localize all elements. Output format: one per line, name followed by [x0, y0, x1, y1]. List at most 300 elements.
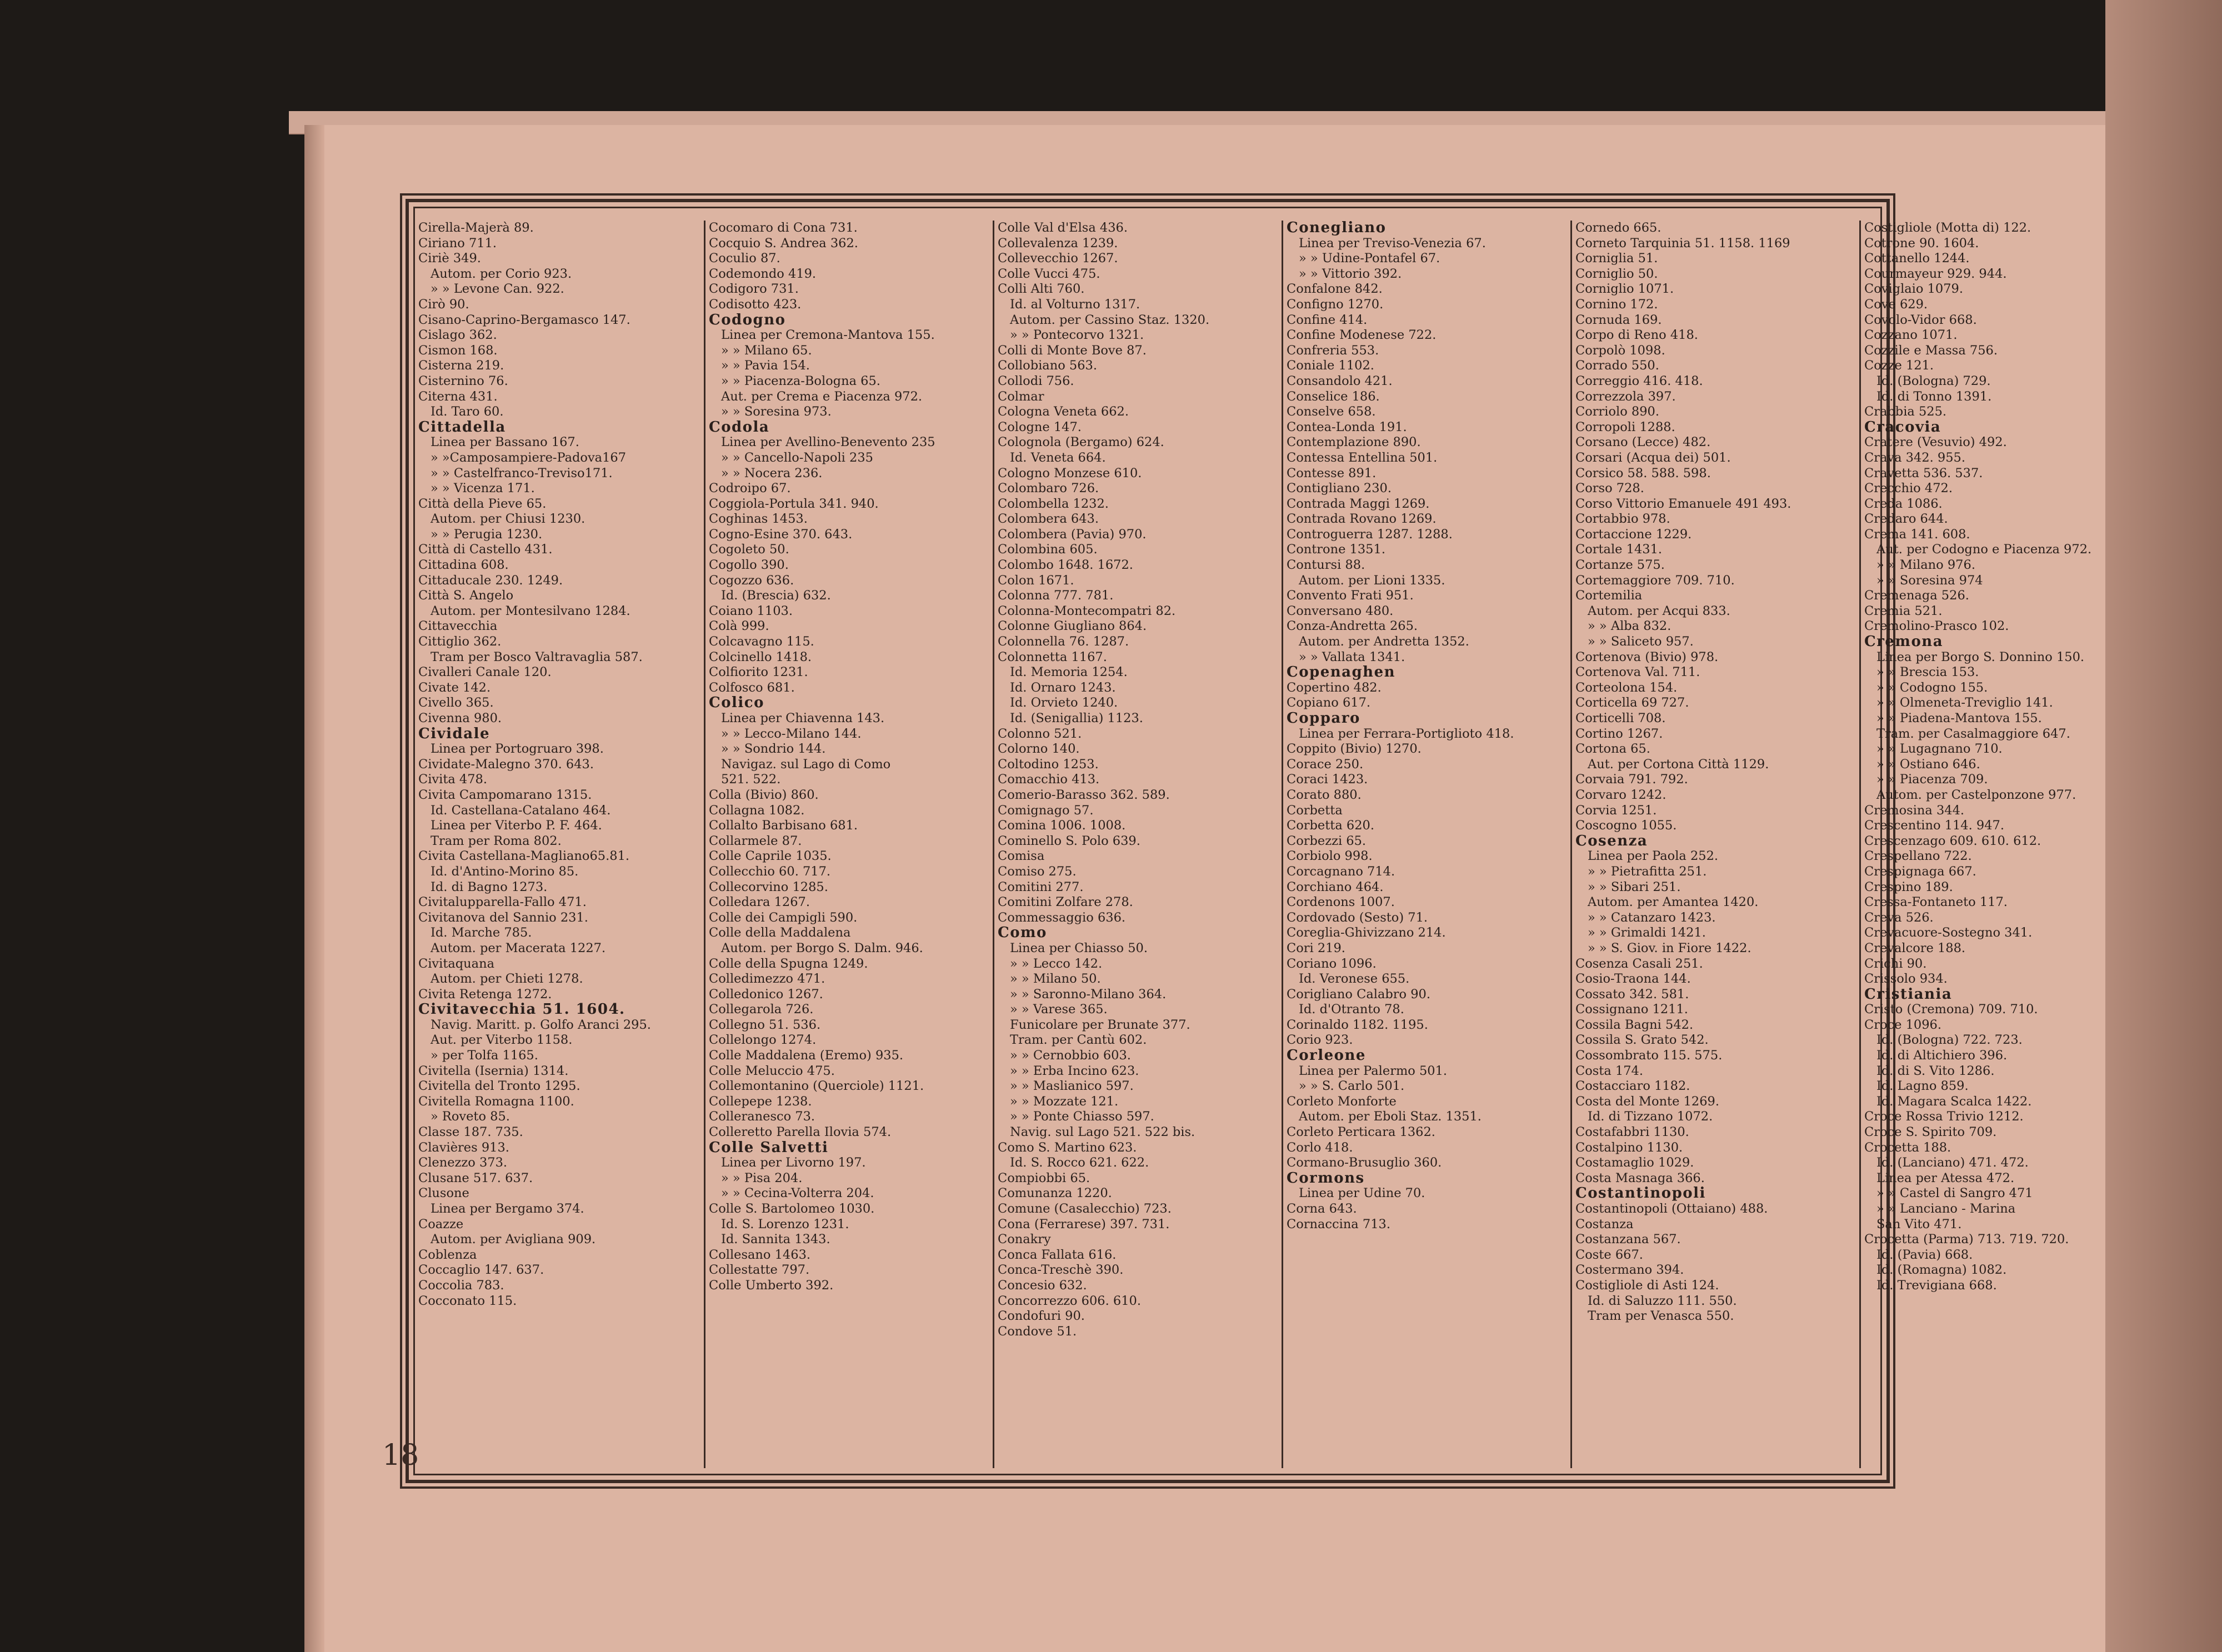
index-entry: » » Mozzate 121.: [1010, 1094, 1119, 1109]
index-entry: » » Cernobbio 603.: [1010, 1048, 1131, 1063]
index-entry: Costa 174.: [1575, 1063, 1644, 1078]
index-entry: Corio 923.: [1287, 1033, 1353, 1048]
index-entry: Autom. per Borgo S. Dalm. 946.: [721, 940, 923, 955]
index-entry: Condofuri 90.: [998, 1309, 1085, 1324]
index-entry: Colombera 643.: [998, 512, 1099, 527]
index-entry: Corcagnano 714.: [1287, 864, 1395, 879]
index-entry: Autom. per Lioni 1335.: [1299, 573, 1445, 588]
index-entry: Contesse 891.: [1287, 465, 1377, 480]
index-entry: Crava 342. 955.: [1864, 450, 1966, 465]
index-entry: Coriano 1096.: [1287, 956, 1377, 971]
index-entry: Cittadina 608.: [418, 558, 509, 573]
index-entry: Corleto Monforte: [1287, 1094, 1397, 1109]
index-entry: Coviglaio 1079.: [1864, 282, 1963, 297]
index-entry: Cottanello 1244.: [1864, 251, 1970, 266]
index-entry: Collalto Barbisano 681.: [709, 818, 858, 833]
index-entry: Colledimezzo 471.: [709, 972, 825, 987]
index-entry: Id. di Saluzzo 111. 550.: [1588, 1293, 1737, 1308]
index-entry: Civitaquana: [418, 956, 494, 971]
index-entry: Convento Frati 951.: [1287, 588, 1414, 603]
index-entry: Corinaldo 1182. 1195.: [1287, 1017, 1428, 1032]
index-entry: » » Pontecorvo 1321.: [1010, 328, 1144, 343]
index-entry: Comiso 275.: [998, 864, 1077, 879]
index-entry: Confreria 553.: [1287, 343, 1379, 358]
index-entry: Colognola (Bergamo) 624.: [998, 435, 1164, 450]
index-entry: Clavières 913.: [418, 1140, 509, 1155]
index-entry: Compiobbi 65.: [998, 1170, 1090, 1185]
index-heading: Codogno: [709, 312, 786, 328]
index-entry: Condove 51.: [998, 1324, 1077, 1339]
index-entry: Linea per Avellino-Benevento 235: [721, 435, 935, 450]
index-entry: Id. Memoria 1254.: [1010, 665, 1128, 680]
index-entry: Linea per Borgo S. Donnino 150.: [1876, 649, 2085, 664]
page-number: 18: [382, 1439, 419, 1472]
index-entry: Cremenaga 526.: [1864, 588, 1969, 603]
index-entry: Cordovado (Sesto) 71.: [1287, 910, 1428, 925]
index-entry: Id. Orvieto 1240.: [1010, 695, 1118, 710]
index-entry: Collesano 1463.: [709, 1247, 811, 1262]
index-entry: Corpo di Reno 418.: [1575, 328, 1698, 343]
index-entry: » »Camposampiere-Padova167: [431, 450, 627, 465]
index-entry: Tram per Venasca 550.: [1588, 1309, 1734, 1324]
index-entry: Cona (Ferrarese) 397. 731.: [998, 1217, 1170, 1232]
index-entry: Ciriano 711.: [418, 236, 497, 251]
index-entry: Credaro 644.: [1864, 512, 1948, 527]
index-entry: Cossila Bagni 542.: [1575, 1017, 1694, 1032]
index-entry: » » Alba 832.: [1588, 619, 1671, 634]
index-entry: Colla (Bivio) 860.: [709, 787, 819, 802]
index-entry: Linea per Bergamo 374.: [431, 1202, 584, 1216]
index-entry: Cornaccina 713.: [1287, 1217, 1390, 1232]
index-entry: Corvaia 791. 792.: [1575, 772, 1688, 787]
index-entry: Civitella (Isernia) 1314.: [418, 1063, 569, 1078]
index-entry: Colle della Spugna 1249.: [709, 956, 868, 971]
index-heading: Cittadella: [418, 419, 506, 435]
index-entry: Costermano 394.: [1575, 1263, 1684, 1278]
index-entry: Contrada Maggi 1269.: [1287, 496, 1430, 511]
index-entry: » » Grimaldi 1421.: [1588, 925, 1706, 940]
index-entry: Tram. per Casalmaggiore 647.: [1876, 726, 2070, 741]
index-entry: Civitanova del Sannio 231.: [418, 910, 588, 925]
index-entry: Autom. per Montesilvano 1284.: [431, 603, 630, 618]
index-entry: San Vito 471.: [1876, 1217, 1962, 1232]
index-entry: Cossignano 1211.: [1575, 1002, 1688, 1017]
index-entry: Cologna Veneta 662.: [998, 404, 1129, 419]
index-entry: Cittavecchia: [418, 619, 498, 634]
index-entry: Civitella del Tronto 1295.: [418, 1079, 580, 1094]
index-entry: Colledonico 1267.: [709, 987, 823, 1002]
index-entry: Commessaggio 636.: [998, 910, 1126, 925]
index-entry: » » Cecina-Volterra 204.: [721, 1186, 874, 1201]
index-entry: Crespellano 722.: [1864, 849, 1972, 864]
index-heading: Civitavecchia 51. 1604.: [418, 1002, 625, 1018]
index-entry: Cogollo 390.: [709, 558, 789, 573]
index-entry: Cortona 65.: [1575, 742, 1650, 757]
index-entry: Colà 999.: [709, 619, 769, 634]
index-entry: Id. di S. Vito 1286.: [1876, 1063, 1995, 1078]
index-entry: Cirella-Majerà 89.: [418, 221, 534, 235]
index-entry: Cortaccione 1229.: [1575, 527, 1692, 542]
index-entry: Coltodino 1253.: [998, 757, 1099, 772]
index-entry: Colleranesco 73.: [709, 1109, 815, 1124]
index-column-4: [1282, 221, 1564, 1468]
index-entry: Id. d'Antino-Morino 85.: [431, 864, 579, 879]
index-entry: Colle della Maddalena: [709, 925, 851, 940]
index-heading: Cremona: [1864, 634, 1944, 650]
index-entry: Costanzana 567.: [1575, 1232, 1681, 1247]
index-entry: Colombera (Pavia) 970.: [998, 527, 1147, 542]
index-entry: Cortenova Val. 711.: [1575, 665, 1700, 680]
index-entry: Colli Alti 760.: [998, 282, 1085, 297]
index-entry: Cortale 1431.: [1575, 542, 1663, 557]
index-entry: Creva 526.: [1864, 910, 1934, 925]
index-entry: Colonnella 76. 1287.: [998, 634, 1129, 649]
index-entry: Collecchio 60. 717.: [709, 864, 831, 879]
index-entry: Cornedo 665.: [1575, 221, 1662, 235]
index-heading: Cosenza: [1575, 833, 1648, 849]
index-entry: Colcinello 1418.: [709, 649, 812, 664]
index-entry: Comitini 277.: [998, 879, 1084, 894]
index-entry: Colle S. Bartolomeo 1030.: [709, 1202, 875, 1216]
index-entry: Corbiolo 998.: [1287, 849, 1373, 864]
index-entry: Cremia 521.: [1864, 603, 1943, 618]
index-entry: Autom. per Eboli Staz. 1351.: [1299, 1109, 1482, 1124]
index-entry: Colle Maddalena (Eremo) 935.: [709, 1048, 904, 1063]
index-entry: Cocquio S. Andrea 362.: [709, 236, 858, 251]
index-entry: » » Piacenza-Bologna 65.: [721, 373, 880, 388]
index-entry: Corchiano 464.: [1287, 879, 1384, 894]
index-entry: » » Piacenza 709.: [1876, 772, 1988, 787]
index-entry: Id. Lagno 859.: [1876, 1079, 1969, 1094]
index-entry: Collagna 1082.: [709, 803, 805, 818]
index-entry: Autom. per Castelponzone 977.: [1876, 787, 2076, 802]
index-entry: Aut. per Codogno e Piacenza 972.: [1876, 542, 2092, 557]
index-entry: Linea per Palermo 501.: [1299, 1063, 1448, 1078]
index-entry: Città di Castello 431.: [418, 542, 553, 557]
index-entry: Costacciaro 1182.: [1575, 1079, 1690, 1094]
index-entry: Cittiglio 362.: [418, 634, 502, 649]
index-entry: Croce 1096.: [1864, 1017, 1941, 1032]
index-entry: Coste 667.: [1575, 1247, 1643, 1262]
index-entry: Crevalcore 188.: [1864, 940, 1966, 955]
index-entry: Id. (Bologna) 729.: [1876, 373, 1991, 388]
index-entry: Coblenza: [418, 1247, 477, 1262]
index-entry: 521. 522.: [721, 772, 781, 787]
index-entry: Id. di Bagno 1273.: [431, 879, 548, 894]
index-entry: Aut. per Viterbo 1158.: [431, 1033, 573, 1048]
index-entry: Cove 629.: [1864, 297, 1928, 312]
index-entry: Conza-Andretta 265.: [1287, 619, 1418, 634]
index-entry: Colfosco 681.: [709, 680, 795, 695]
index-entry: » » Pietrafitta 251.: [1588, 864, 1707, 879]
index-entry: Cosio-Traona 144.: [1575, 972, 1691, 987]
index-column-2: [704, 221, 986, 1468]
index-entry: » » Olmeneta-Treviglio 141.: [1876, 695, 2053, 710]
index-heading: Como: [998, 925, 1047, 941]
index-entry: Id. Castellana-Catalano 464.: [431, 803, 611, 818]
index-entry: Coculio 87.: [709, 251, 780, 266]
index-entry: Codigoro 731.: [709, 282, 799, 297]
index-entry: Corniglio 1071.: [1575, 282, 1674, 297]
index-entry: Codroipo 67.: [709, 481, 791, 496]
index-entry: Cisternino 76.: [418, 373, 508, 388]
index-entry: Concorrezzo 606. 610.: [998, 1293, 1141, 1308]
index-entry: Conca Fallata 616.: [998, 1247, 1117, 1262]
index-entry: Id. (Lanciano) 471. 472.: [1876, 1155, 2029, 1170]
index-heading: Copenaghen: [1287, 665, 1396, 680]
index-entry: Autom. per Chieti 1278.: [431, 972, 583, 987]
index-entry: Cividate-Malegno 370. 643.: [418, 757, 594, 772]
index-entry: Citerna 431.: [418, 389, 498, 404]
index-entry: Civate 142.: [418, 680, 491, 695]
index-column-5: [1570, 221, 1853, 1468]
index-entry: Crocetta 188.: [1864, 1140, 1951, 1155]
index-entry: Civitalupparella-Fallo 471.: [418, 895, 587, 910]
index-column-3: [993, 221, 1275, 1468]
index-entry: Colle Vucci 475.: [998, 266, 1100, 281]
index-entry: Linea per Treviso-Venezia 67.: [1299, 236, 1486, 251]
index-entry: Cortanze 575.: [1575, 558, 1665, 573]
index-entry: Costigliole di Asti 124.: [1575, 1278, 1719, 1293]
index-entry: Comune (Casalecchio) 723.: [998, 1202, 1172, 1216]
index-frame: [406, 199, 2092, 1483]
index-entry: Crescenzago 609. 610. 612.: [1864, 833, 2041, 848]
index-entry: Cossila S. Grato 542.: [1575, 1033, 1709, 1048]
index-entry: Funicolare per Brunate 377.: [1010, 1017, 1190, 1032]
index-entry: Id. S. Lorenzo 1231.: [721, 1217, 849, 1232]
index-entry: Contrada Rovano 1269.: [1287, 512, 1437, 527]
index-entry: Cologne 147.: [998, 419, 1082, 434]
index-entry: » » Catanzaro 1423.: [1588, 910, 1716, 925]
index-entry: Colli di Monte Bove 87.: [998, 343, 1147, 358]
index-entry: Costalpino 1130.: [1575, 1140, 1683, 1155]
index-entry: Linea per Paola 252.: [1588, 849, 1719, 864]
index-entry: Crespino 189.: [1864, 879, 1953, 894]
index-entry: Id. (Bologna) 722. 723.: [1876, 1033, 2023, 1048]
index-entry: Collelongo 1274.: [709, 1033, 817, 1048]
index-entry: Cologno Monzese 610.: [998, 465, 1142, 480]
index-entry: Autom. per Avigliana 909.: [431, 1232, 596, 1247]
index-entry: Collevecchio 1267.: [998, 251, 1118, 266]
index-entry: Consandolo 421.: [1287, 373, 1393, 388]
index-entry: Tram per Bosco Valtravaglia 587.: [431, 649, 643, 664]
index-entry: Colle dei Campigli 590.: [709, 910, 858, 925]
index-entry: » » Erba Incino 623.: [1010, 1063, 1139, 1078]
index-entry: Costa Masnaga 366.: [1575, 1170, 1705, 1185]
index-entry: Civello 365.: [418, 695, 494, 710]
index-entry: Croce S. Spirito 709.: [1864, 1125, 1997, 1140]
index-entry: Courmayeur 929. 944.: [1864, 266, 2007, 281]
index-entry: » Roveto 85.: [431, 1109, 510, 1124]
index-entry: Colfiorito 1231.: [709, 665, 808, 680]
index-entry: Linea per Portogruaro 398.: [431, 742, 604, 757]
index-entry: Tram. per Cantù 602.: [1010, 1033, 1147, 1048]
index-entry: Id. di Tizzano 1072.: [1588, 1109, 1713, 1124]
index-entry: Corriolo 890.: [1575, 404, 1660, 419]
index-entry: Collestatte 797.: [709, 1263, 810, 1278]
index-entry: Collegarola 726.: [709, 1002, 814, 1017]
index-entry: Cressa-Fontaneto 117.: [1864, 895, 2008, 910]
index-entry: Autom. per Andretta 1352.: [1299, 634, 1469, 649]
index-entry: Id. Veronese 655.: [1299, 972, 1410, 987]
index-entry: Cismon 168.: [418, 343, 498, 358]
index-entry: Cortemilia: [1575, 588, 1643, 603]
index-heading: Cormons: [1287, 1170, 1365, 1187]
index-entry: Colcavagno 115.: [709, 634, 814, 649]
index-entry: Crespignaga 667.: [1864, 864, 1976, 879]
index-frame-inner: [413, 207, 2092, 1475]
index-entry: » » Maslianico 597.: [1010, 1079, 1134, 1094]
index-heading: Cristiania: [1864, 987, 1953, 1003]
index-entry: Civita Campomarano 1315.: [418, 787, 592, 802]
index-entry: Coiano 1103.: [709, 603, 793, 618]
index-entry: Costanza: [1575, 1217, 1634, 1232]
index-entry: Id. Trevigiana 668.: [1876, 1278, 1997, 1293]
index-entry: Collobiano 563.: [998, 358, 1098, 373]
index-entry: Corsico 58. 588. 598.: [1575, 465, 1711, 480]
index-heading: Conegliano: [1287, 221, 1387, 236]
index-entry: » » Cancello-Napoli 235: [721, 450, 873, 465]
index-entry: Id. Sannita 1343.: [721, 1232, 830, 1247]
index-entry: Corigliano Calabro 90.: [1287, 987, 1430, 1002]
index-entry: Comina 1006. 1008.: [998, 818, 1126, 833]
index-entry: Crecchio 472.: [1864, 481, 1953, 496]
index-entry: Cozzano 1071.: [1864, 328, 1958, 343]
index-entry: Colonna 777. 781.: [998, 588, 1114, 603]
index-entry: Corbetta 620.: [1287, 818, 1374, 833]
index-entry: Contemplazione 890.: [1287, 435, 1421, 450]
index-entry: » » Vittorio 392.: [1299, 266, 1402, 281]
index-entry: Configno 1270.: [1287, 297, 1384, 312]
index-entry: Civitella Romagna 1100.: [418, 1094, 574, 1109]
index-entry: Colle Caprile 1035.: [709, 849, 832, 864]
index-entry: Conversano 480.: [1287, 603, 1394, 618]
index-heading: Costantinopoli: [1575, 1186, 1706, 1202]
index-entry: Corticella 69 727.: [1575, 695, 1689, 710]
index-entry: Cremolino-Prasco 102.: [1864, 619, 2009, 634]
index-entry: Comitini Zolfare 278.: [998, 895, 1133, 910]
index-entry: Linea per Atessa 472.: [1876, 1170, 2015, 1185]
index-entry: Autom. per Chiusi 1230.: [431, 512, 585, 527]
index-entry: Linea per Chiavenna 143.: [721, 711, 885, 725]
index-heading: Colico: [709, 695, 764, 711]
index-entry: Coggiola-Portula 341. 940.: [709, 496, 879, 511]
index-entry: Colonnetta 1167.: [998, 649, 1107, 664]
index-entry: Confine 414.: [1287, 312, 1368, 327]
index-entry: Navigaz. sul Lago di Como: [721, 757, 891, 772]
index-entry: » » Milano 976.: [1876, 558, 1975, 573]
index-entry: Cossombrato 115. 575.: [1575, 1048, 1723, 1063]
index-entry: Collodi 756.: [998, 373, 1074, 388]
index-entry: » » Lecco-Milano 144.: [721, 726, 862, 741]
index-entry: Correzzola 397.: [1575, 389, 1676, 404]
index-entry: Linea per Udine 70.: [1299, 1186, 1425, 1201]
index-entry: Cogoleto 50.: [709, 542, 789, 557]
index-entry: » » Castelfranco-Treviso171.: [431, 465, 613, 480]
index-entry: Contessa Entellina 501.: [1287, 450, 1438, 465]
index-entry: Copertino 482.: [1287, 680, 1382, 695]
index-entry: Crevacuore-Sostegno 341.: [1864, 925, 2033, 940]
index-entry: Coscogno 1055.: [1575, 818, 1677, 833]
index-entry: Linea per Livorno 197.: [721, 1155, 866, 1170]
index-entry: Cortemaggiore 709. 710.: [1575, 573, 1735, 588]
index-entry: Cordenons 1007.: [1287, 895, 1395, 910]
index-entry: Concesio 632.: [998, 1278, 1087, 1293]
index-entry: Collepepe 1238.: [709, 1094, 812, 1109]
index-entry: Colombina 605.: [998, 542, 1098, 557]
index-entry: Id. Veneta 664.: [1010, 450, 1106, 465]
index-entry: » » Lanciano - Marina: [1876, 1202, 2016, 1216]
index-entry: Creda 1086.: [1864, 496, 1943, 511]
index-entry: Costigliole (Motta di) 122.: [1864, 221, 2031, 235]
index-entry: Cislago 362.: [418, 328, 497, 343]
index-entry: Id. Taro 60.: [431, 404, 504, 419]
index-entry: Controguerra 1287. 1288.: [1287, 527, 1453, 542]
index-entry: » » S. Carlo 501.: [1299, 1079, 1405, 1094]
index-heading: Cracovia: [1864, 419, 1941, 435]
index-entry: » » Lugagnano 710.: [1876, 742, 2003, 757]
index-entry: Cozzile e Massa 756.: [1864, 343, 1998, 358]
index-entry: Corna 643.: [1287, 1202, 1357, 1216]
index-entry: » » Sibari 251.: [1588, 879, 1681, 894]
index-entry: Id. al Volturno 1317.: [1010, 297, 1140, 312]
index-entry: Corvaro 1242.: [1575, 787, 1666, 802]
index-entry: Collemontanino (Querciole) 1121.: [709, 1079, 924, 1094]
index-entry: Confine Modenese 722.: [1287, 328, 1437, 343]
index-entry: Linea per Ferrara-Portiglioto 418.: [1299, 726, 1514, 741]
index-entry: Comunanza 1220.: [998, 1186, 1112, 1201]
index-entry: Collevalenza 1239.: [998, 236, 1118, 251]
index-entry: Corpolò 1098.: [1575, 343, 1665, 358]
index-entry: Navig. Maritt. p. Golfo Aranci 295.: [431, 1017, 651, 1032]
index-entry: » » Piadena-Mantova 155.: [1876, 711, 2042, 725]
index-entry: Colle Umberto 392.: [709, 1278, 834, 1293]
index-entry: Crabbia 525.: [1864, 404, 1947, 419]
index-entry: Contursi 88.: [1287, 558, 1365, 573]
index-entry: » » Lecco 142.: [1010, 956, 1103, 971]
index-entry: » » Brescia 153.: [1876, 665, 1979, 680]
index-entry: » » Vallata 1341.: [1299, 649, 1405, 664]
index-entry: Autom. per Amantea 1420.: [1588, 895, 1759, 910]
index-entry: Id. di Altichiero 396.: [1876, 1048, 2008, 1063]
index-entry: Comacchio 413.: [998, 772, 1100, 787]
index-entry: Correggio 416. 418.: [1575, 373, 1703, 388]
index-entry: Croce Rossa Trivio 1212.: [1864, 1109, 2024, 1124]
index-entry: Costafabbri 1130.: [1575, 1125, 1689, 1140]
index-entry: Codisotto 423.: [709, 297, 802, 312]
index-entry: Corsano (Lecce) 482.: [1575, 435, 1711, 450]
index-entry: Id. d'Otranto 78.: [1299, 1002, 1404, 1017]
index-entry: Conca-Treschè 390.: [998, 1263, 1124, 1278]
index-entry: Autom. per Corio 923.: [431, 266, 572, 281]
index-entry: » » Varese 365.: [1010, 1002, 1108, 1017]
index-entry: » » Milano 50.: [1010, 972, 1101, 987]
index-entry: Covolo-Vidor 668.: [1864, 312, 1977, 327]
index-entry: Id. (Brescia) 632.: [721, 588, 831, 603]
index-entry: Colombella 1232.: [998, 496, 1109, 511]
index-entry: Crescentino 114. 947.: [1864, 818, 2005, 833]
index-entry: Coppito (Bivio) 1270.: [1287, 742, 1422, 757]
index-entry: Id. Magara Scalca 1422.: [1876, 1094, 2032, 1109]
index-entry: Ciriè 349.: [418, 251, 481, 266]
index-entry: Cori 219.: [1287, 940, 1345, 955]
index-entry: » » Levone Can. 922.: [431, 282, 564, 297]
index-entry: Corleto Perticara 1362.: [1287, 1125, 1435, 1140]
index-entry: Colle Val d'Elsa 436.: [998, 221, 1128, 235]
index-entry: » » Vicenza 171.: [431, 481, 535, 496]
index-entry: Corropoli 1288.: [1575, 419, 1675, 434]
index-entry: Linea per Chiasso 50.: [1010, 940, 1148, 955]
